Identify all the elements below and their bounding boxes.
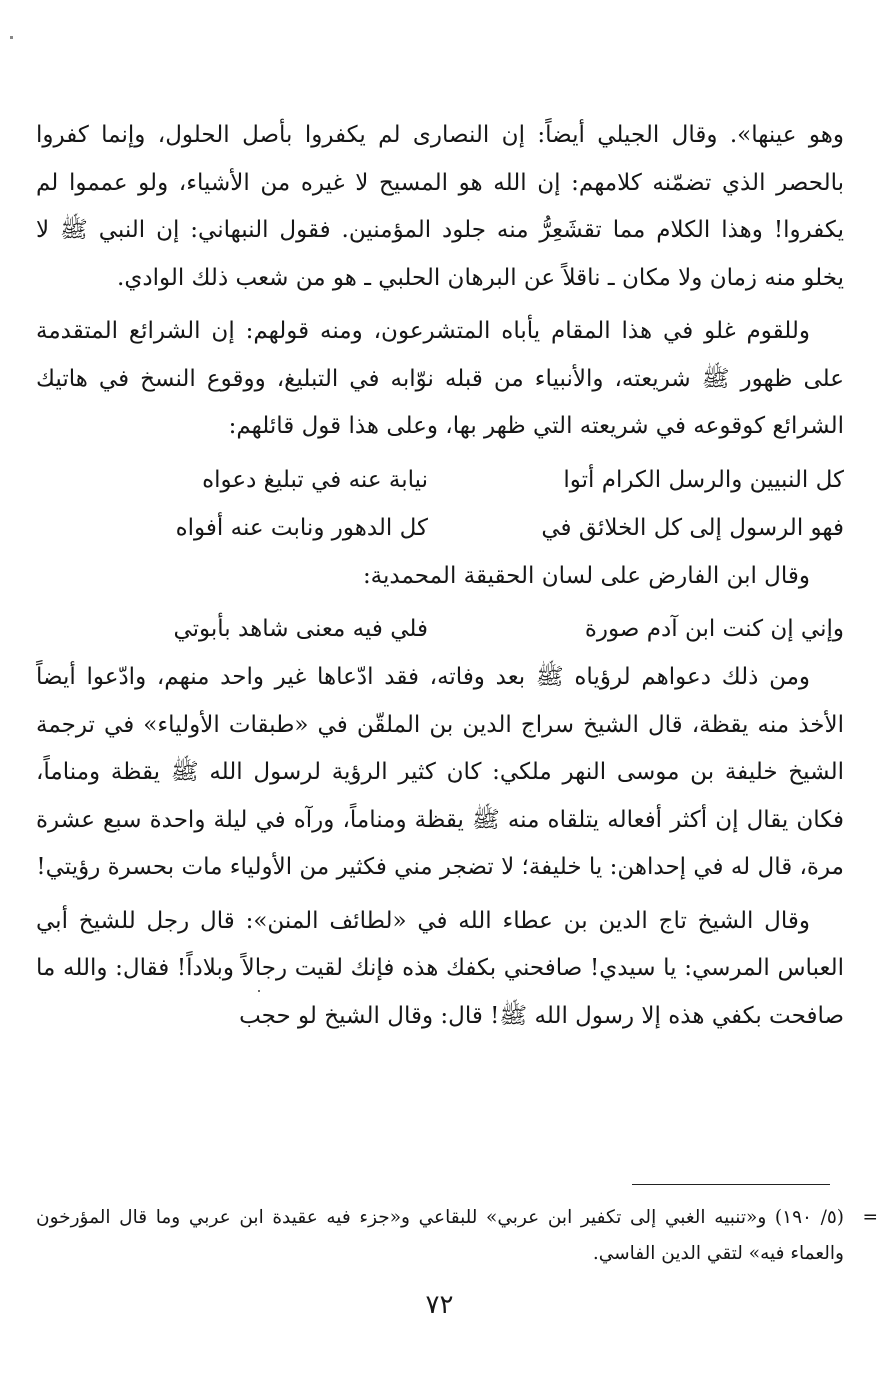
verse-3-first-hemistich: وإني إن كنت ابن آدم صورة [584,616,844,643]
footnote-text: (٥/ ١٩٠) و«تنبيه الغبي إلى تكفير ابن عربي» للبقاعي و«جزء فيه عقيدة ابن عربي وما قال المؤرخون والعماء فيه» لتقي الدين الفاسي. [36,1207,844,1264]
paragraph-5: وقال الشيخ تاج الدين بن عطاء الله في «لطائف المنن»: قال رجل للشيخ أبي العباس المرسي: يا سيدي! صافحني بكفك هذه فإنك لقيت رجالاً وبلاداً! فقال: والله ما صافحت بكفي هذه إلا رسول الله ﷺ! قال: وقال الشيخ لو حجب [36,907,844,1029]
scan-mark [10,36,13,39]
paragraph-3: وقال ابن الفارض على لسان الحقيقة المحمدية: [362,562,810,589]
paragraph-2: وللقوم غلو في هذا المقام يأباه المتشرعون، ومنه قولهم: إن الشرائع المتقدمة على ظهور ﷺ شريعته، والأنبياء من قبله نوّابه في التبليغ، ووقوع النسخ في هاتيك الشرائع كوقوعه في شريعته التي ظهر بها، وعلى هذا قول قائلهم: [36,318,844,439]
verse-1-second-hemistich: نيابة عنه في تبليغ دعواه [202,466,428,493]
verse-2-second-hemistich: كل الدهور ونابت عنه أفواه [175,514,428,541]
verse-3-second-hemistich: فلي فيه معنى شاهد بأبوتي [173,616,428,643]
verse-line-3 [36,606,844,654]
scan-speck [258,990,260,992]
footnote [36,1200,878,1272]
main-text [36,112,844,1046]
verse-line-1 [36,457,844,505]
paragraph-1: وهو عينها». وقال الجيلي أيضاً: إن النصارى لم يكفروا بأصل الحلول، وإنما كفروا بالحصر الذي تضمّنه كلامهم: إن الله هو المسيح لا غيره من الأشياء، ولو عمموا لم يكفروا! وهذا الكلام مما تقشَعِرُّ منه جلود المؤمنين. فقول النبهاني: إن النبي ﷺ لا يخلو منه زمان ولا مكان ـ ناقلاً عن البرهان الحلبي ـ هو من شعب ذلك الوادي. [36,122,844,291]
footnote-marker: = [862,1207,878,1228]
verse-line-2 [36,505,844,553]
page-number: ٧٢ [425,1290,454,1320]
footnote-separator [632,1184,830,1185]
verse-1-first-hemistich: كل النبيين والرسل الكرام أتوا [563,466,844,493]
verse-2-first-hemistich: فهو الرسول إلى كل الخلائق في [541,514,844,541]
paragraph-4: ومن ذلك دعواهم لرؤياه ﷺ بعد وفاته، فقد ادّعاها غير واحد منهم، وادّعوا أيضاً الأخذ منه يقظة، قال الشيخ سراج الدين بن الملقّن في «طبقات الأولياء» في ترجمة الشيخ خليفة بن موسى النهر ملكي: كان كثير الرؤية لرسول الله ﷺ يقظة ومناماً، فكان يقال إن أكثر أفعاله يتلقاه منه ﷺ يقظة ومناماً، ورآه في ليلة واحدة سبع عشرة مرة، قال له في إحداهن: يا خليفة؛ لا تضجر مني فكثير من الأولياء مات بحسرة رؤيتي! [36,664,844,880]
